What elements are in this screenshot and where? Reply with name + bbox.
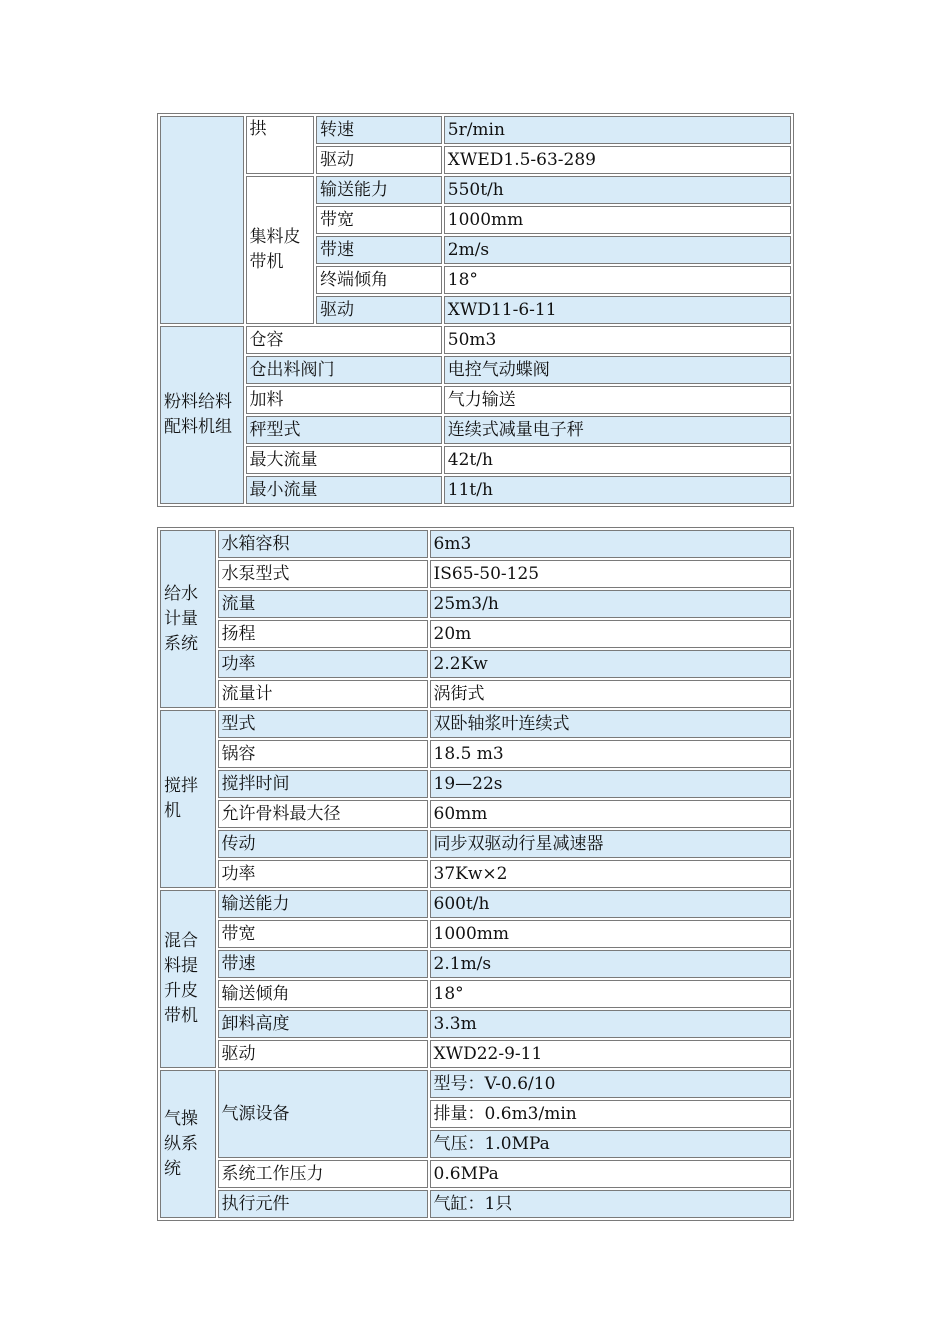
param-value: 电控气动蝶阀 — [444, 356, 791, 384]
table-row — [160, 1160, 791, 1188]
param-value: XWD22-9-11 — [430, 1040, 791, 1068]
subgroup-gong: 拱 — [246, 116, 314, 174]
param-name: 终端倾角 — [316, 266, 442, 294]
param-value: XWD11-6-11 — [444, 296, 791, 324]
param-value: 双卧轴浆叶连续式 — [430, 710, 791, 738]
group-powder-feeder: 粉料给料配料机组 — [160, 326, 244, 504]
param-name: 最小流量 — [246, 476, 442, 504]
param-value: 600t/h — [430, 890, 791, 918]
param-name: 输送能力 — [218, 890, 428, 918]
param-value: 气压：1.0MPa — [430, 1130, 791, 1158]
param-value: 6m3 — [430, 530, 791, 558]
param-name: 功率 — [218, 650, 428, 678]
param-name: 流量计 — [218, 680, 428, 708]
param-name: 带宽 — [218, 920, 428, 948]
spec-table-1 — [157, 113, 794, 507]
table-row — [160, 890, 791, 918]
group-cell-empty — [160, 116, 244, 324]
param-value: 550t/h — [444, 176, 791, 204]
table-row — [160, 710, 791, 738]
param-value: 19—22s — [430, 770, 791, 798]
table-row — [160, 770, 791, 798]
param-name: 允许骨料最大径 — [218, 800, 428, 828]
param-value: 型号：V-0.6/10 — [430, 1070, 791, 1098]
param-value: 3.3m — [430, 1010, 791, 1038]
param-name: 输送能力 — [316, 176, 442, 204]
param-name: 水泵型式 — [218, 560, 428, 588]
table-row — [160, 980, 791, 1008]
table-row — [160, 1010, 791, 1038]
param-value: 2.1m/s — [430, 950, 791, 978]
param-name: 转速 — [316, 116, 442, 144]
table-row — [160, 800, 791, 828]
table-row — [160, 1190, 791, 1218]
spec-table-2 — [157, 527, 794, 1221]
table-row — [160, 416, 791, 444]
param-value: 涡街式 — [430, 680, 791, 708]
param-name: 功率 — [218, 860, 428, 888]
table-row — [160, 386, 791, 414]
param-value: 0.6MPa — [430, 1160, 791, 1188]
param-name: 驱动 — [316, 296, 442, 324]
table-row — [160, 176, 791, 204]
table-row — [160, 116, 791, 144]
param-value: 1000mm — [444, 206, 791, 234]
param-value: 37Kw×2 — [430, 860, 791, 888]
param-value: 1000mm — [430, 920, 791, 948]
param-value: 11t/h — [444, 476, 791, 504]
param-value: 20m — [430, 620, 791, 648]
param-value: 60mm — [430, 800, 791, 828]
table-row — [160, 476, 791, 504]
group-pneumatic-control: 气操纵系统 — [160, 1070, 216, 1218]
group-water-metering: 给水计量系统 — [160, 530, 216, 708]
table-row — [160, 356, 791, 384]
param-value: 气缸：1只 — [430, 1190, 791, 1218]
param-value: 18° — [430, 980, 791, 1008]
param-value: 排量：0.6m3/min — [430, 1100, 791, 1128]
table-row — [160, 920, 791, 948]
param-value: 同步双驱动行星减速器 — [430, 830, 791, 858]
param-name: 卸料高度 — [218, 1010, 428, 1038]
param-name: 秤型式 — [246, 416, 442, 444]
param-value: 2m/s — [444, 236, 791, 264]
param-name: 输送倾角 — [218, 980, 428, 1008]
param-name: 驱动 — [218, 1040, 428, 1068]
param-name: 带速 — [316, 236, 442, 264]
param-name: 驱动 — [316, 146, 442, 174]
param-value: 18.5 m3 — [430, 740, 791, 768]
param-name: 传动 — [218, 830, 428, 858]
param-name: 流量 — [218, 590, 428, 618]
param-name: 带宽 — [316, 206, 442, 234]
param-name: 水箱容积 — [218, 530, 428, 558]
table-row — [160, 650, 791, 678]
param-name: 锅容 — [218, 740, 428, 768]
param-name: 执行元件 — [218, 1190, 428, 1218]
param-value: 25m3/h — [430, 590, 791, 618]
table-row — [160, 680, 791, 708]
table-row — [160, 326, 791, 354]
param-name: 搅拌时间 — [218, 770, 428, 798]
param-name: 最大流量 — [246, 446, 442, 474]
param-name: 气源设备 — [218, 1070, 428, 1158]
table-row — [160, 560, 791, 588]
param-name: 型式 — [218, 710, 428, 738]
param-name: 仓容 — [246, 326, 442, 354]
param-value: 连续式减量电子秤 — [444, 416, 791, 444]
param-value: 2.2Kw — [430, 650, 791, 678]
group-mixer: 搅拌机 — [160, 710, 216, 888]
param-value: IS65-50-125 — [430, 560, 791, 588]
table-row — [160, 1070, 791, 1098]
param-value: 5r/min — [444, 116, 791, 144]
subgroup-collector: 集料皮带机 — [246, 176, 314, 324]
group-mixed-lift-belt: 混合料提升皮带机 — [160, 890, 216, 1068]
table-row — [160, 740, 791, 768]
param-name: 系统工作压力 — [218, 1160, 428, 1188]
table-row — [160, 830, 791, 858]
table-row — [160, 950, 791, 978]
param-value: 42t/h — [444, 446, 791, 474]
table-row — [160, 530, 791, 558]
param-value: 气力输送 — [444, 386, 791, 414]
table-row — [160, 860, 791, 888]
param-value: XWED1.5-63-289 — [444, 146, 791, 174]
table-row — [160, 590, 791, 618]
param-value: 18° — [444, 266, 791, 294]
param-name: 仓出料阀门 — [246, 356, 442, 384]
param-name: 加料 — [246, 386, 442, 414]
table-row — [160, 620, 791, 648]
param-value: 50m3 — [444, 326, 791, 354]
table-row — [160, 446, 791, 474]
param-name: 带速 — [218, 950, 428, 978]
table-row — [160, 1040, 791, 1068]
param-name: 扬程 — [218, 620, 428, 648]
